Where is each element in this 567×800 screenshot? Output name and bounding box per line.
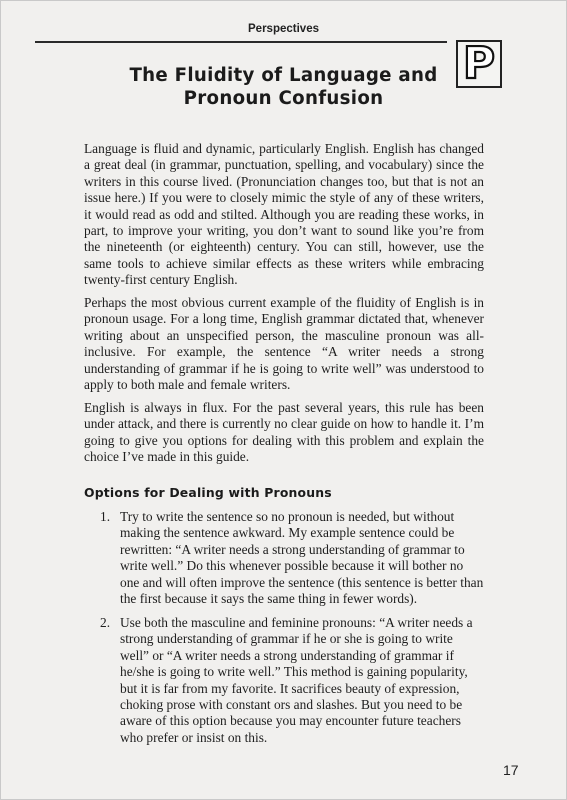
option-number: 2. [100,615,111,630]
page-number: 17 [503,762,519,778]
title-line-1: The Fluidity of Language and [129,65,438,86]
option-text: Try to write the sentence so no pronoun is needed, but without making the sentence awkward. My example sentence could be rewritten: “A writer needs a strong understanding of grammar to write well.” Do this whenever possible because it will bother no one and will often improve the sentence (this sentence is better than the first because it says the same thing in fewer words). [120,509,484,607]
paragraph-language-fluidity: Language is fluid and dynamic, particularly English. English has changed a great deal (in grammar, punctuation, spelling, and vocabulary) since the writers in this course lived. (Pronunciation changes too, but that is not an issue here.) If you were to closely mimic the style of any of these writers, it would read as odd and stilted. Although you are reading these works, in part, to improve your writing, you don’t want to sound like you’re from the nineteenth (or eighteenth) century. You can still, however, use the same tools to achieve similar effects as these writers while embracing twenty-first century English. [84,141,484,288]
chapter-letter: P [462,38,496,89]
options-heading: Options for Dealing with Pronouns [84,485,332,500]
page-title [100,64,467,110]
title-line-2: Pronoun Confusion [183,88,384,109]
option-number: 1. [100,509,111,524]
paragraph-english-flux: English is always in flux. For the past several years, this rule has been under attack, and there is currently no clear guide on how to handle it. I’m going to give you options for dealing with this problem and explain the choice I’ve made in this guide. [84,400,484,465]
section-label: Perspectives [248,23,319,35]
option-text: Use both the masculine and feminine pronouns: “A writer needs a strong understanding of grammar if he or she is going to write well” or “A writer needs a strong understanding of grammar if he/she is going to write well.” This method is gaining popularity, but it is far from my favorite. It sacrifices beauty of expression, choking prose with constant ors and slashes. But you need to be aware of this option because you may encounter future teachers who prefer or insist on this. [120,615,473,745]
paragraph-pronoun-usage: Perhaps the most obvious current example of the fluidity of English is in pronoun usage. For a long time, English grammar dictated that, whenever writing about an unspecified person, the masculine pronoun was all-inclusive. For example, the sentence “A writer needs a strong understanding of grammar if he is going to write well” was understood to apply to both male and female writers. [84,295,484,393]
header-rule [35,41,447,43]
